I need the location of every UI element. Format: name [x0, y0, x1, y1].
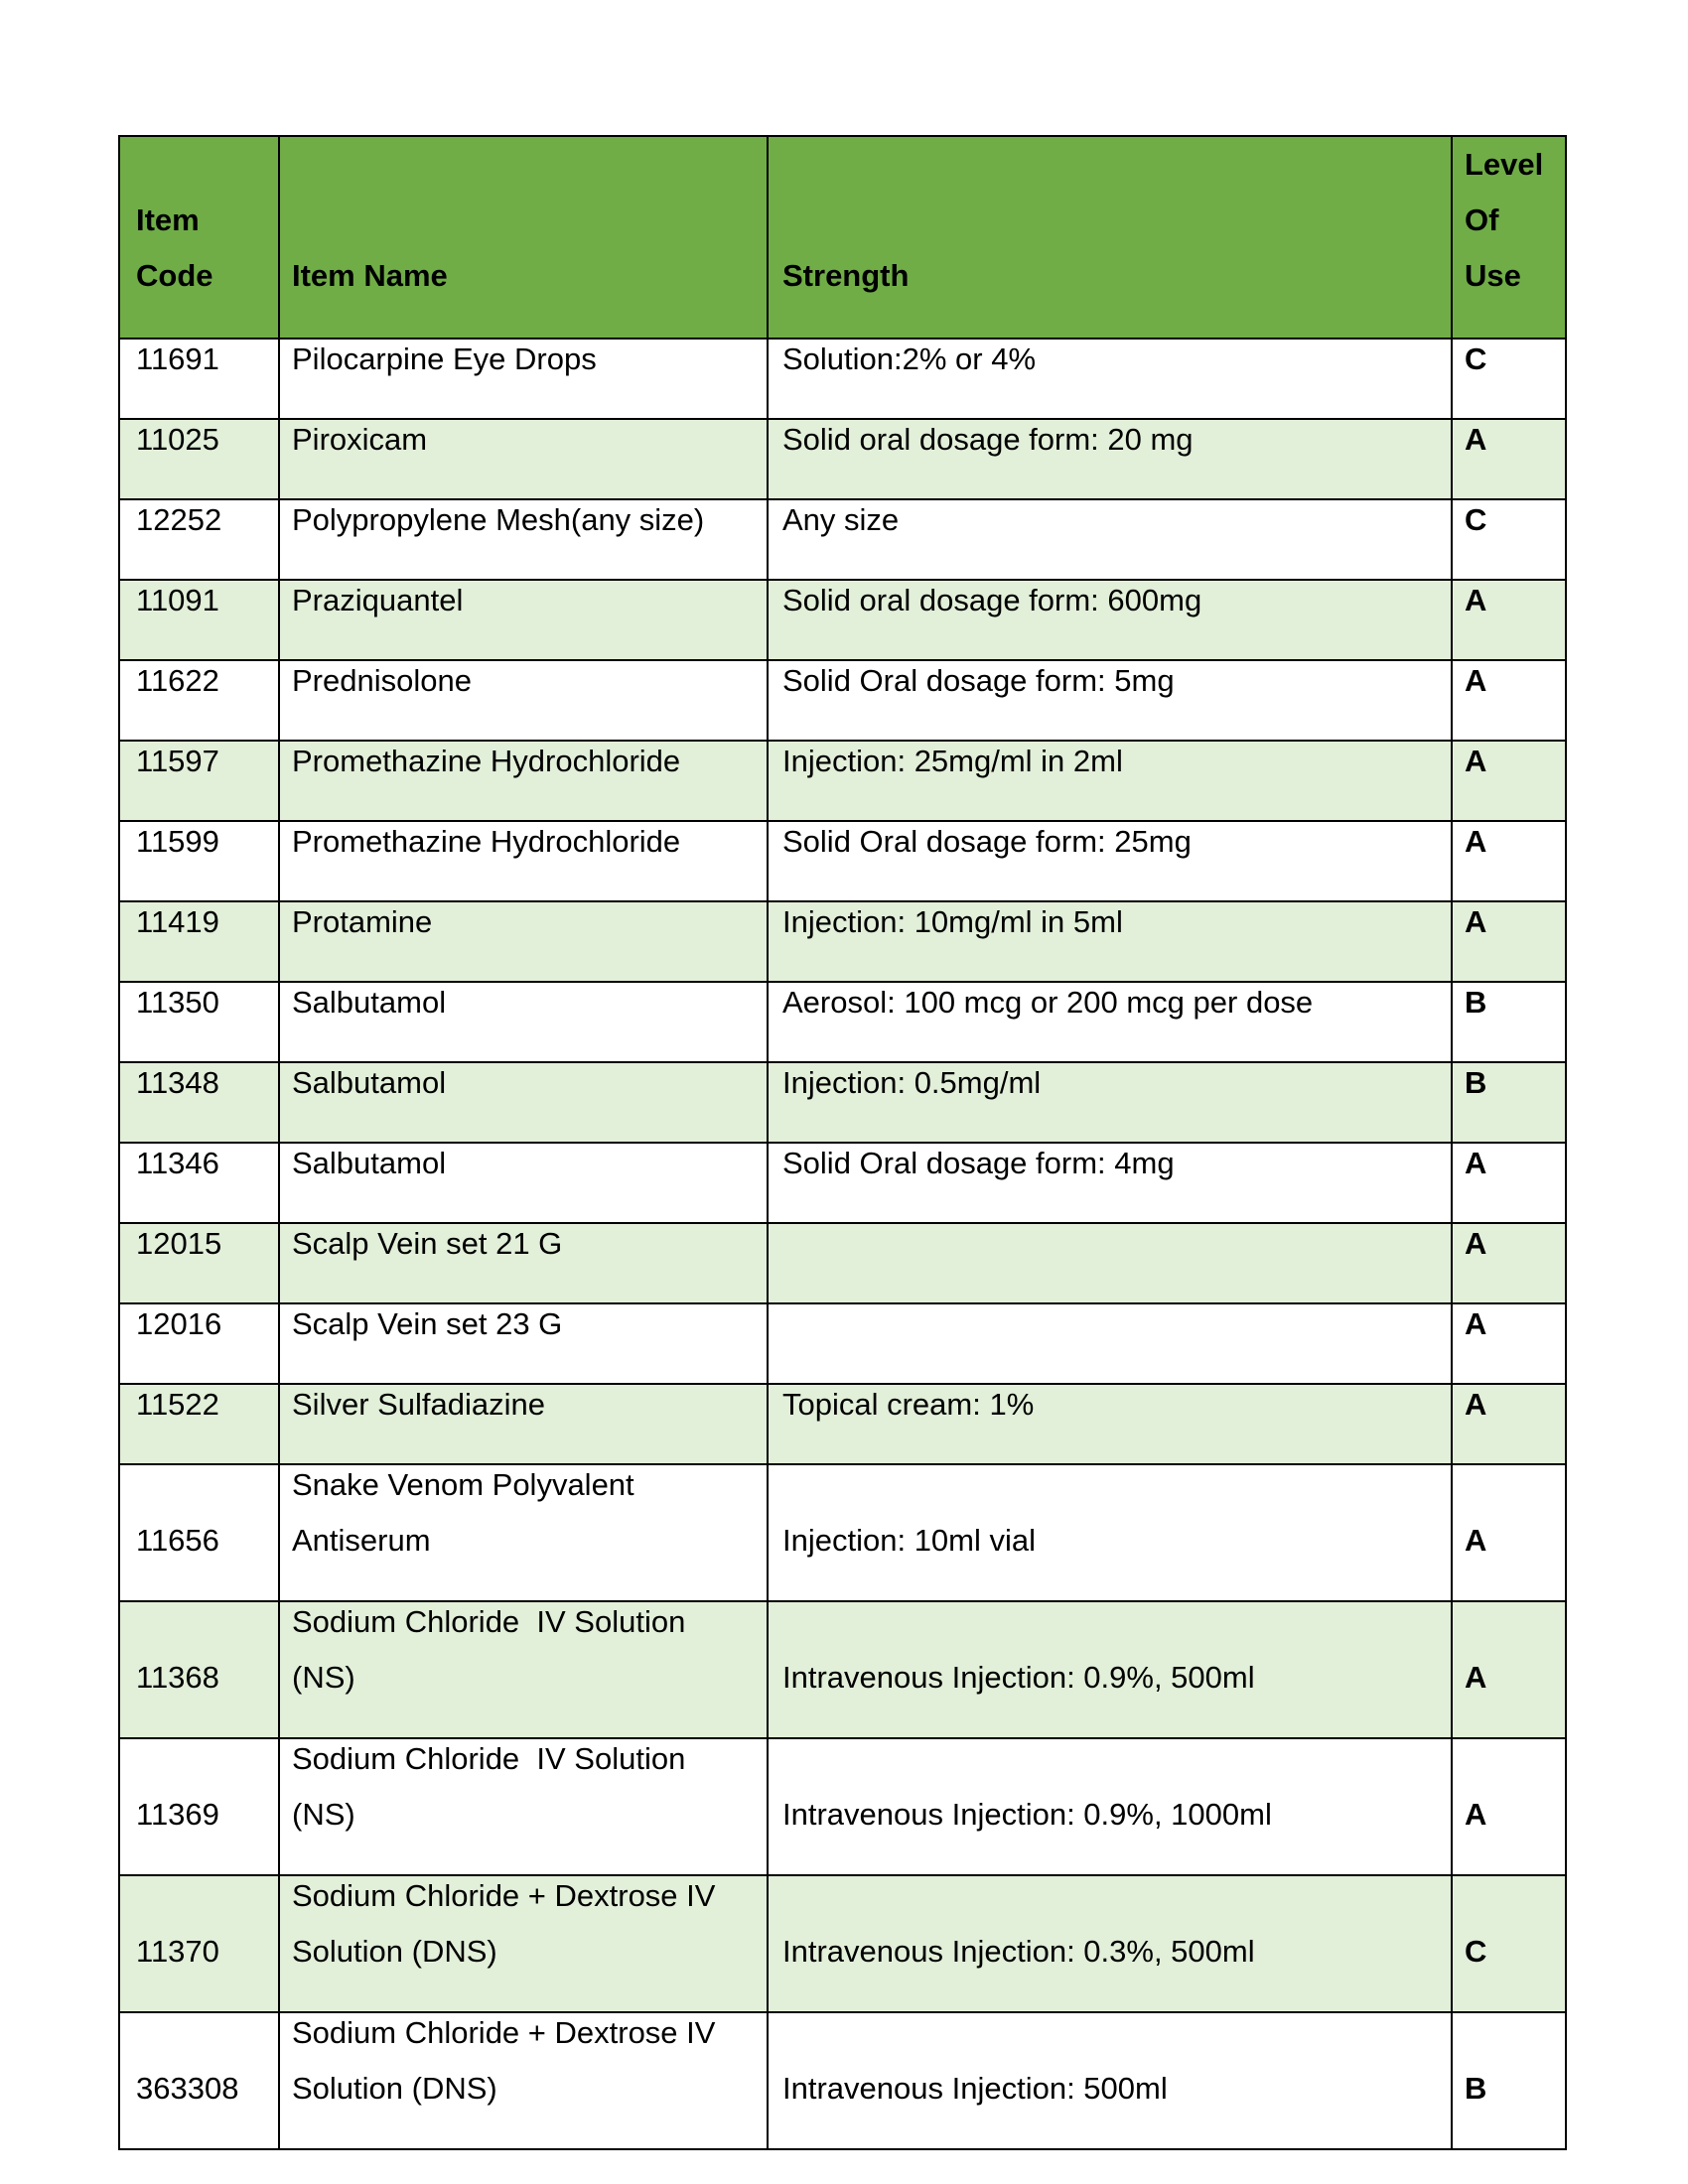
cell-item-code	[119, 1464, 279, 1601]
cell-item-name	[279, 1303, 768, 1384]
table-row	[119, 499, 1566, 580]
cell-strength	[768, 1062, 1452, 1143]
table-row	[119, 1464, 1566, 1601]
strength: Solid oral dosage form: 20 mg	[782, 422, 1194, 457]
cell-item-name	[279, 580, 768, 660]
cell-item-code	[119, 1875, 279, 2012]
item-name-line: Silver Sulfadiazine	[292, 1387, 546, 1422]
level-of-use: B	[1465, 2071, 1487, 2106]
strength: Solution:2% or 4%	[782, 341, 1037, 376]
cell-level-of-use	[1452, 660, 1566, 741]
spacer	[1465, 2012, 1565, 2061]
item-name-line: Sodium Chloride IV Solution	[292, 1604, 686, 1639]
spacer	[782, 1601, 1451, 1650]
table-row	[119, 419, 1566, 499]
cell-level-of-use	[1452, 2012, 1566, 2149]
cell-item-code	[119, 821, 279, 901]
strength: Intravenous Injection: 0.9%, 500ml	[782, 1660, 1255, 1695]
cell-item-code	[119, 660, 279, 741]
header-item-name	[279, 136, 768, 339]
cell-item-name	[279, 339, 768, 419]
item-name-line: Salbutamol	[292, 985, 447, 1020]
cell-item-name	[279, 982, 768, 1062]
cell-level-of-use	[1452, 339, 1566, 419]
item-name-line: Protamine	[292, 904, 433, 939]
spacer	[782, 1875, 1451, 1924]
cell-level-of-use	[1452, 901, 1566, 982]
cell-level-of-use	[1452, 741, 1566, 821]
cell-item-name	[279, 741, 768, 821]
item-code: 11370	[136, 1934, 219, 1969]
header-level-line: Use	[1465, 258, 1521, 293]
item-name-line: Sodium Chloride + Dextrose IV	[292, 1878, 716, 1913]
item-name-line: Polypropylene Mesh(any size)	[292, 502, 705, 537]
cell-item-code	[119, 580, 279, 660]
header-item-code-line: Code	[136, 258, 213, 293]
cell-strength	[768, 821, 1452, 901]
item-code: 11025	[136, 422, 219, 457]
item-name-line: Promethazine Hydrochloride	[292, 824, 681, 859]
cell-strength	[768, 1601, 1452, 1738]
level-of-use: A	[1465, 904, 1487, 939]
item-name-line: (NS)	[292, 1660, 355, 1695]
item-name-line: Scalp Vein set 23 G	[292, 1306, 563, 1341]
table-row	[119, 1384, 1566, 1464]
item-name-line: Solution (DNS)	[292, 1934, 497, 1969]
item-name-line: Praziquantel	[292, 583, 464, 617]
level-of-use: B	[1465, 985, 1487, 1020]
strength: Solid Oral dosage form: 5mg	[782, 663, 1175, 698]
cell-level-of-use	[1452, 1143, 1566, 1223]
item-name-line: Pilocarpine Eye Drops	[292, 341, 597, 376]
medicines-table	[118, 135, 1567, 2150]
cell-level-of-use	[1452, 1464, 1566, 1601]
level-of-use: A	[1465, 1146, 1487, 1180]
cell-item-code	[119, 1601, 279, 1738]
table-row	[119, 1738, 1566, 1875]
level-of-use: A	[1465, 824, 1487, 859]
spacer	[1465, 1875, 1565, 1924]
item-code: 11369	[136, 1797, 219, 1832]
item-code: 12252	[136, 502, 222, 537]
level-of-use: B	[1465, 1065, 1487, 1100]
table-row	[119, 1303, 1566, 1384]
item-name-line: Salbutamol	[292, 1146, 447, 1180]
spacer	[136, 1464, 278, 1513]
header-level-line: Of	[1465, 203, 1499, 237]
strength: Topical cream: 1%	[782, 1387, 1035, 1422]
cell-strength	[768, 1143, 1452, 1223]
cell-strength	[768, 1384, 1452, 1464]
cell-item-name	[279, 1738, 768, 1875]
item-name-line: Promethazine Hydrochloride	[292, 744, 681, 778]
strength: Solid Oral dosage form: 4mg	[782, 1146, 1175, 1180]
item-code: 11368	[136, 1660, 219, 1695]
cell-item-code	[119, 1223, 279, 1303]
cell-item-code	[119, 1143, 279, 1223]
cell-item-name	[279, 1223, 768, 1303]
spacer	[136, 1738, 278, 1787]
spacer	[782, 1738, 1451, 1787]
item-code: 363308	[136, 2071, 239, 2106]
strength: Intravenous Injection: 0.3%, 500ml	[782, 1934, 1255, 1969]
cell-level-of-use	[1452, 1738, 1566, 1875]
item-name-line: Sodium Chloride + Dextrose IV	[292, 2015, 716, 2050]
table-row	[119, 660, 1566, 741]
cell-item-code	[119, 901, 279, 982]
cell-strength	[768, 2012, 1452, 2149]
strength: Aerosol: 100 mcg or 200 mcg per dose	[782, 985, 1314, 1020]
spacer	[136, 2012, 278, 2061]
item-code: 12016	[136, 1306, 222, 1341]
cell-strength	[768, 1875, 1452, 2012]
level-of-use: C	[1465, 1934, 1487, 1969]
item-name-line: Antiserum	[292, 1523, 431, 1558]
cell-item-code	[119, 1303, 279, 1384]
header-strength	[768, 136, 1452, 339]
spacer	[136, 1875, 278, 1924]
level-of-use: A	[1465, 1660, 1487, 1695]
spacer	[136, 1601, 278, 1650]
header-level-line: Level	[1465, 147, 1544, 182]
cell-item-code	[119, 1738, 279, 1875]
level-of-use: A	[1465, 1523, 1487, 1558]
cell-level-of-use	[1452, 982, 1566, 1062]
level-of-use: C	[1465, 502, 1487, 537]
item-name-line: Prednisolone	[292, 663, 472, 698]
spacer	[782, 2012, 1451, 2061]
table-row	[119, 580, 1566, 660]
header-item-code	[119, 136, 279, 339]
level-of-use: A	[1465, 1387, 1487, 1422]
item-code: 11691	[136, 341, 219, 376]
item-name-line: Piroxicam	[292, 422, 428, 457]
item-code: 11599	[136, 824, 219, 859]
spacer	[1465, 1464, 1565, 1513]
cell-item-name	[279, 2012, 768, 2149]
cell-strength	[768, 1464, 1452, 1601]
table-row	[119, 1062, 1566, 1143]
cell-item-name	[279, 499, 768, 580]
cell-level-of-use	[1452, 1601, 1566, 1738]
cell-item-code	[119, 982, 279, 1062]
level-of-use: A	[1465, 1226, 1487, 1261]
cell-level-of-use	[1452, 419, 1566, 499]
item-code: 11656	[136, 1523, 219, 1558]
cell-level-of-use	[1452, 1384, 1566, 1464]
cell-strength	[768, 901, 1452, 982]
item-code: 11348	[136, 1065, 219, 1100]
cell-item-name	[279, 1384, 768, 1464]
strength: Solid Oral dosage form: 25mg	[782, 824, 1192, 859]
cell-item-name	[279, 1464, 768, 1601]
header-strength-line: Strength	[782, 258, 910, 293]
cell-item-code	[119, 499, 279, 580]
table-row	[119, 982, 1566, 1062]
item-code: 11419	[136, 904, 219, 939]
item-code: 11622	[136, 663, 219, 698]
strength: Any size	[782, 502, 900, 537]
item-code: 12015	[136, 1226, 222, 1261]
header-item-name-line: Item Name	[292, 258, 448, 293]
item-code: 11091	[136, 583, 219, 617]
item-name-line: (NS)	[292, 1797, 355, 1832]
header-item-code-line: Item	[136, 203, 200, 237]
level-of-use: A	[1465, 583, 1487, 617]
table-row	[119, 1223, 1566, 1303]
spacer	[1465, 1601, 1565, 1650]
cell-item-code	[119, 1384, 279, 1464]
table-row	[119, 2012, 1566, 2149]
level-of-use: A	[1465, 422, 1487, 457]
cell-strength	[768, 339, 1452, 419]
item-code: 11346	[136, 1146, 219, 1180]
table-row	[119, 1875, 1566, 2012]
level-of-use: A	[1465, 1797, 1487, 1832]
item-code: 11350	[136, 985, 219, 1020]
item-name-line: Snake Venom Polyvalent	[292, 1467, 634, 1502]
strength: Intravenous Injection: 500ml	[782, 2071, 1168, 2106]
strength: Injection: 10ml vial	[782, 1523, 1037, 1558]
level-of-use: A	[1465, 663, 1487, 698]
level-of-use: A	[1465, 1306, 1487, 1341]
cell-level-of-use	[1452, 821, 1566, 901]
strength: Solid oral dosage form: 600mg	[782, 583, 1202, 617]
cell-level-of-use	[1452, 580, 1566, 660]
table-row	[119, 339, 1566, 419]
strength: Intravenous Injection: 0.9%, 1000ml	[782, 1797, 1272, 1832]
cell-item-code	[119, 2012, 279, 2149]
item-name-line: Solution (DNS)	[292, 2071, 497, 2106]
table-row	[119, 1601, 1566, 1738]
cell-strength	[768, 499, 1452, 580]
item-code: 11597	[136, 744, 219, 778]
cell-item-code	[119, 339, 279, 419]
cell-strength	[768, 1738, 1452, 1875]
cell-strength	[768, 419, 1452, 499]
strength: Injection: 10mg/ml in 5ml	[782, 904, 1123, 939]
cell-strength	[768, 982, 1452, 1062]
spacer	[782, 1464, 1451, 1513]
cell-level-of-use	[1452, 1062, 1566, 1143]
cell-item-name	[279, 1143, 768, 1223]
header-level-of-use	[1452, 136, 1566, 339]
item-name-line: Scalp Vein set 21 G	[292, 1226, 563, 1261]
table-row	[119, 821, 1566, 901]
cell-item-code	[119, 741, 279, 821]
cell-item-name	[279, 1601, 768, 1738]
cell-item-name	[279, 660, 768, 741]
cell-strength	[768, 1223, 1452, 1303]
table-row	[119, 741, 1566, 821]
level-of-use: C	[1465, 341, 1487, 376]
cell-item-name	[279, 1875, 768, 2012]
table-row	[119, 1143, 1566, 1223]
level-of-use: A	[1465, 744, 1487, 778]
cell-level-of-use	[1452, 1303, 1566, 1384]
item-name-line: Salbutamol	[292, 1065, 447, 1100]
cell-item-name	[279, 419, 768, 499]
cell-level-of-use	[1452, 1875, 1566, 2012]
cell-strength	[768, 580, 1452, 660]
cell-item-code	[119, 419, 279, 499]
table-row	[119, 901, 1566, 982]
spacer	[1465, 1738, 1565, 1787]
cell-level-of-use	[1452, 499, 1566, 580]
table-header-row	[119, 136, 1566, 339]
cell-item-name	[279, 1062, 768, 1143]
cell-strength	[768, 660, 1452, 741]
cell-level-of-use	[1452, 1223, 1566, 1303]
item-name-line: Sodium Chloride IV Solution	[292, 1741, 686, 1776]
cell-item-name	[279, 901, 768, 982]
cell-item-name	[279, 821, 768, 901]
cell-strength	[768, 1303, 1452, 1384]
cell-item-code	[119, 1062, 279, 1143]
item-code: 11522	[136, 1387, 219, 1422]
strength: Injection: 25mg/ml in 2ml	[782, 744, 1123, 778]
strength: Injection: 0.5mg/ml	[782, 1065, 1042, 1100]
cell-strength	[768, 741, 1452, 821]
